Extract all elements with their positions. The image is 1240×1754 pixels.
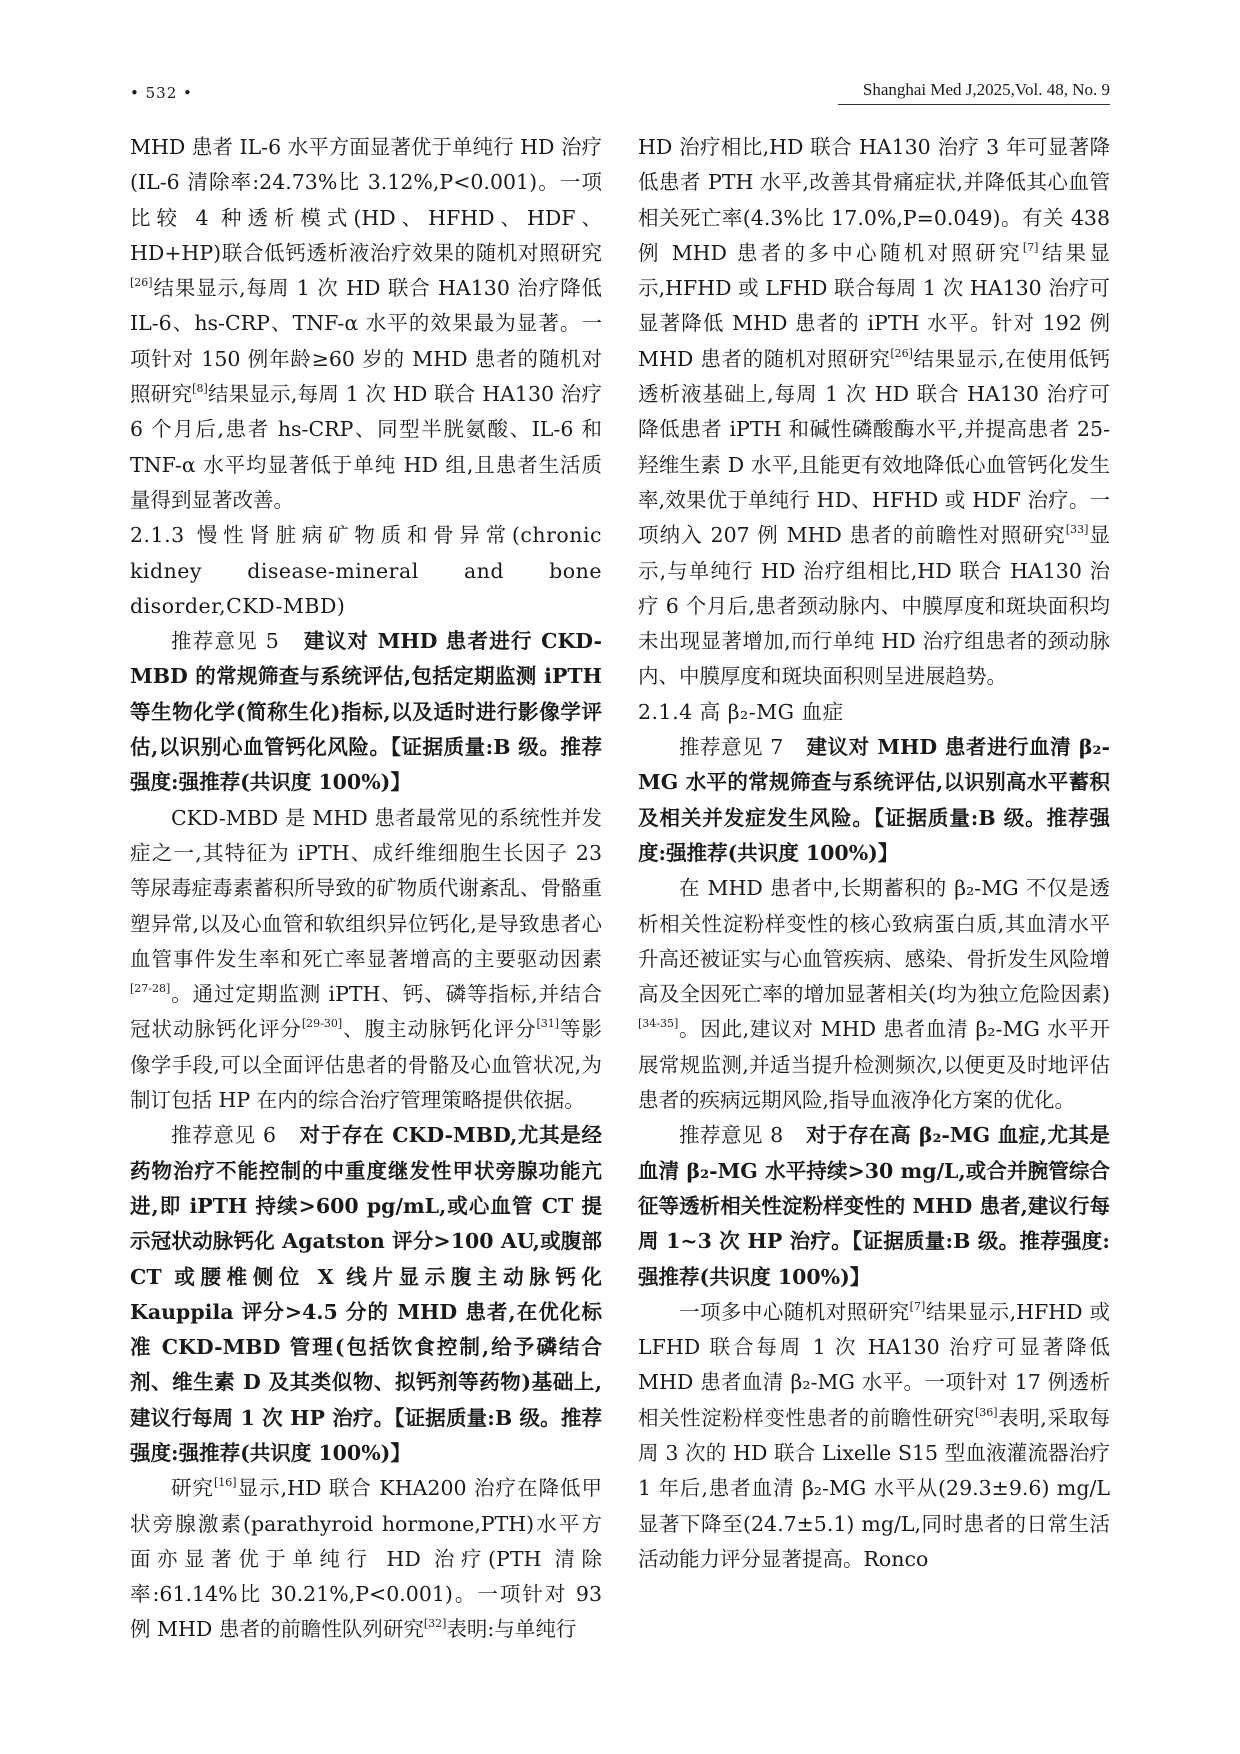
paragraph <box>130 130 602 518</box>
text: 等影像学手段,可以全面评估患者的骨骼及心血管状况,为制订包括 HP 在内的综合治疗管理策略提供依据。 <box>130 1017 602 1113</box>
header-rule <box>838 104 1110 105</box>
text: 显示,HD 联合 KHA200 治疗在降低甲状旁腺激素(parathyroid hormone,PTH)水平方面亦显著优于单纯行 HD 治疗(PTH 清除率:61.14%比 30.21%,P<0.001)。一项针对 93 例 MHD 患者的前瞻性队列研究 <box>130 1476 602 1642</box>
text: 在 MHD 患者中,长期蓄积的 β₂-MG 不仅是透析相关性淀粉样变性的核心致病蛋白质,其血清水平升高还被证实与心血管疾病、感染、骨折发生风险增高及全因死亡率的增加显著相关(均为独立危险因素) <box>638 876 1110 1007</box>
text: 研究 <box>171 1476 214 1501</box>
recommendation-text: 对于存在 CKD-MBD,尤其是经药物治疗不能控制的中重度继发性甲状旁腺功能亢进,即 iPTH 持续>600 pg/mL,或心血管 CT 提示冠状动脉钙化 Agatston 评分>100 AU,或腹部 CT 或腰椎侧位 X 线片显示腹主动脉钙化 Kauppila 评分>4.5 分的 MHD 患者,在优化标准 CKD-MBD 管理(包括饮食控制,给予磷结合剂、维生素 D 及其类似物、拟钙剂等药物)基础上,建议行每周 1 次 HP 治疗。【证据质量:B 级。推荐强度:强推荐(共识度 100%)】 <box>130 1123 602 1465</box>
recommendation-6 <box>130 1118 602 1471</box>
reference: [16] <box>214 1476 237 1490</box>
recommendation-text: 对于存在高 β₂-MG 血症,尤其是血清 β₂-MG 水平持续>30 mg/L,或合并腕管综合征等透析相关性淀粉样变性的 MHD 患者,建议行每周 1~3 次 HP 治疗。【证据质量:B 级。推荐强度:强推荐(共识度 100%)】 <box>638 1123 1110 1289</box>
text: 一项多中心随机对照研究 <box>679 1299 910 1324</box>
text: HD 治疗相比,HD 联合 HA130 治疗 3 年可显著降低患者 PTH 水平,改善其骨痛症状,并降低其心血管相关死亡率(4.3%比 17.0%,P=0.049)。有关 438 例 MHD 患者的多中心随机对照研究 <box>638 135 1110 265</box>
reference: [34-35] <box>638 1017 679 1031</box>
recommendation-5 <box>130 624 602 800</box>
reference: [33] <box>1065 523 1089 537</box>
text: 表明:与单纯行 <box>446 1617 577 1642</box>
text: 结果显示,HFHD 或 LFHD 联合每周 1 次 HA130 治疗可显著降低 MHD 患者的 iPTH 水平。针对 192 例 MHD 患者的随机对照研究 <box>638 240 1110 371</box>
journal-citation: Shanghai Med J,2025,Vol. 48, No. 9 <box>862 80 1110 99</box>
text: 显示,与单纯行 HD 治疗组相比,HD 联合 HA130 治疗 6 个月后,患者颈动脉内、中膜厚度和斑块面积均未出现显著增加,而行单纯 HD 治疗组患者的颈动脉内、中膜厚度和斑块面积则呈进展趋势。 <box>638 523 1110 689</box>
reference: [8] <box>192 382 208 396</box>
section-heading: 2.1.3 慢性肾脏病矿物质和骨异常(chronic kidney disease-mineral and bone disorder,CKD-MBD) <box>130 523 602 618</box>
text: 。通过定期监测 iPTH、钙、磷等指标,并结合冠状动脉钙化评分 <box>130 982 602 1042</box>
reference: [29-30] <box>301 1017 343 1031</box>
right-column <box>638 130 1110 1577</box>
recommendation-text: 建议对 MHD 患者进行血清 β₂-MG 水平的常规筛查与系统评估,以识别高水平蓄积及相关并发症发生风险。【证据质量:B 级。推荐强度:强推荐(共识度 100%)】 <box>638 735 1110 865</box>
reference: [7] <box>909 1299 926 1313</box>
recommendation-label: 推荐意见 7 <box>679 735 784 760</box>
reference: [32] <box>423 1617 447 1631</box>
reference: [31] <box>536 1017 560 1031</box>
text: 。因此,建议对 MHD 患者血清 β₂-MG 水平开展常规监测,并适当提升检测频次,以便更及时地评估患者的疾病远期风险,指导血液净化方案的优化。 <box>638 1017 1110 1113</box>
reference: [26] <box>890 346 913 360</box>
text: 、腹主动脉钙化评分 <box>342 1017 537 1042</box>
recommendation-label: 推荐意见 6 <box>171 1123 277 1148</box>
recommendation-8 <box>638 1118 1110 1294</box>
paragraph <box>638 1295 1110 1577</box>
text: 结果显示,HFHD 或 LFHD 联合每周 1 次 HA130 治疗可显著降低 MHD 患者血清 β₂-MG 水平。一项针对 17 例透析相关性淀粉样变性患者的前瞻性研究 <box>638 1299 1110 1430</box>
recommendation-label: 推荐意见 5 <box>171 629 279 654</box>
paragraph <box>638 871 1110 1118</box>
paragraph <box>638 130 1110 695</box>
text: 结果显示,每周 1 次 HD 联合 HA130 治疗降低 IL-6、hs-CRP、TNF-α 水平的效果最为显著。一项针对 150 例年龄≥60 岁的 MHD 患者的随机对照研究 <box>130 276 602 407</box>
reference: [27-28] <box>130 982 171 996</box>
text: MHD 患者 IL-6 水平方面显著优于单纯行 HD 治疗(IL-6 清除率:24.73%比 3.12%,P<0.001)。一项比较 4 种透析模式(HD、HFHD、HDF、HD+HP)联合低钙透析液治疗效果的随机对照研究 <box>130 135 602 265</box>
reference: [26] <box>130 276 153 290</box>
text: CKD-MBD 是 MHD 患者最常见的系统性并发症之一,其特征为 iPTH、成纤维细胞生长因子 23 等尿毒症毒素蓄积所导致的矿物质代谢紊乱、骨骼重塑异常,以及心血管和软组织异位钙化,是导致患者心血管事件发生率和死亡率显著增高的主要驱动因素 <box>130 805 602 971</box>
reference: [36] <box>975 1405 998 1419</box>
paragraph <box>130 1471 602 1647</box>
text: 结果显示,在使用低钙透析液基础上,每周 1 次 HD 联合 HA130 治疗可降低患者 iPTH 和碱性磷酸酶水平,并提高患者 25-羟维生素 D 水平,且能更有效地降低心血管钙化发生率,效果优于单纯行 HD、HFHD 或 HDF 治疗。一项纳入 207 例 MHD 患者的前瞻性对照研究 <box>638 346 1110 548</box>
recommendation-label: 推荐意见 8 <box>679 1123 784 1148</box>
recommendation-text: 建议对 MHD 患者进行 CKD-MBD 的常规筛查与系统评估,包括定期监测 iPTH 等生物化学(简称生化)指标,以及适时进行影像学评估,以识别心血管钙化风险。【证据质量:B 级。推荐强度:强推荐(共识度 100%)】 <box>130 629 602 795</box>
text: 表明,采取每周 3 次的 HD 联合 Lixelle S15 型血液灌流器治疗 1 年后,患者血清 β₂-MG 水平从(29.3±9.6) mg/L 显著下降至(24.7±5.1) mg/L,同时患者的日常生活活动能力评分显著提高。Ronco <box>638 1405 1110 1571</box>
reference: [7] <box>1022 240 1039 254</box>
section-heading: 2.1.4 高 β₂-MG 血症 <box>638 699 844 724</box>
page-number: • 532 • <box>130 84 193 102</box>
text: 结果显示,每周 1 次 HD 联合 HA130 治疗 6 个月后,患者 hs-CRP、同型半胱氨酸、IL-6 和 TNF-α 水平均显著低于单纯 HD 组,且患者生活质量得到显著改善。 <box>130 382 602 512</box>
recommendation-7 <box>638 730 1110 871</box>
paragraph <box>130 801 602 1119</box>
left-column <box>130 130 602 1648</box>
